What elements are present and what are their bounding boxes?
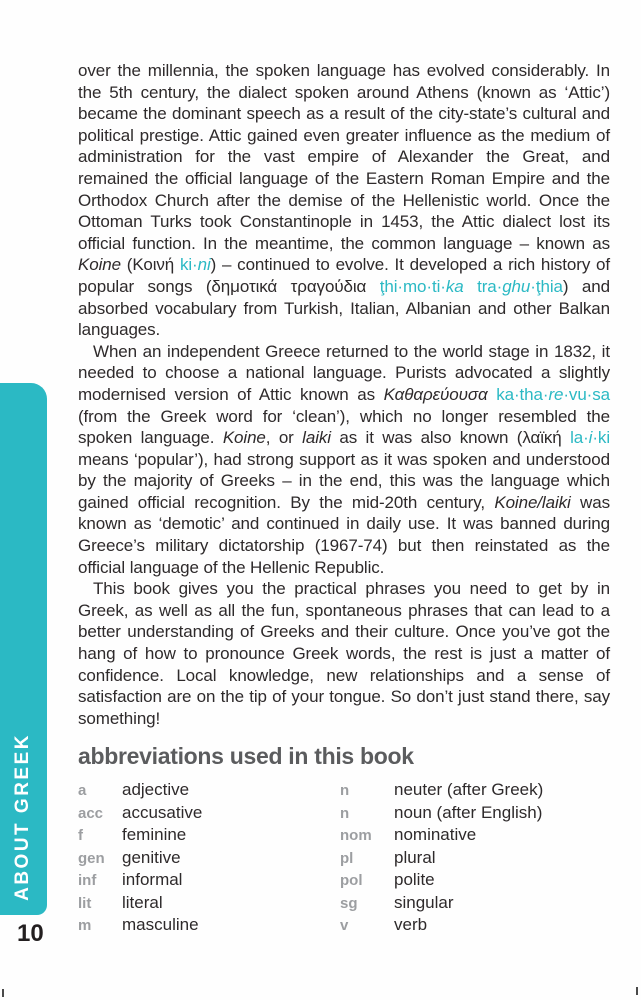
section-tab-about-greek — [0, 383, 47, 915]
abbreviation-key: n — [340, 804, 350, 822]
abbreviation-key: gen — [78, 849, 105, 867]
abbreviation-row — [340, 824, 610, 847]
page-content — [78, 60, 610, 937]
abbreviation-key: inf — [78, 872, 97, 890]
abbreviation-key: sg — [340, 894, 358, 912]
body-text: means ‘popular’), had strong support as it was spoken and understood by the majority of Greeks – in the end, this was the language which gained official recognition. By the mid-20th century, — [78, 449, 610, 512]
abbreviation-row — [340, 892, 610, 915]
abbreviations-table — [78, 779, 610, 937]
abbreviations-column-left — [78, 779, 340, 937]
body-text: as it was also known (λαϊκή — [330, 428, 571, 448]
abbreviation-term: verb — [394, 915, 428, 935]
scan-mark-left — [2, 989, 4, 997]
abbreviation-key: nom — [340, 827, 372, 845]
pronunciation-text: re — [548, 384, 564, 404]
abbreviation-term: singular — [394, 892, 454, 912]
italic-text: Koine — [222, 428, 266, 448]
abbreviation-row — [78, 779, 340, 802]
pronunciation-text: i — [588, 428, 593, 448]
abbreviation-row — [78, 802, 340, 825]
pronunciation-text: la· — [570, 428, 589, 448]
abbreviation-row — [78, 847, 340, 870]
body-text: ) – continued to evolve. It developed a rich history of popular songs (δημοτικά τραγούδια — [78, 255, 611, 296]
abbreviations-column-right — [340, 779, 610, 937]
pronunciation-text: tra· — [463, 276, 503, 296]
abbreviation-key: pol — [340, 872, 363, 890]
body-text: (from the Greek word for ‘clean’), which no longer resembled the spoken language. — [78, 406, 610, 448]
abbreviation-term: informal — [122, 870, 183, 890]
pronunciation-text: ghu — [502, 276, 531, 296]
body-text: When an independent Greece returned to the world stage in 1832, it needed to choose a national language. Purists advocated a slightly modernised version of Attic known as — [78, 341, 610, 404]
abbreviation-row — [78, 824, 340, 847]
article-text — [78, 60, 610, 729]
abbreviation-row — [340, 779, 610, 802]
italic-text: Koine/laiki — [494, 492, 571, 512]
body-text: over the millennia, the spoken language has evolved considerably. In the 5th century, the dialect spoken around Athens (known as ‘Attic’) became the dominant speech as a result of the city-state’s cultural and political prestige. Attic gained even greater influence as the medium of administration for the vast empire of Alexander the Great, and remained the official language of the Eastern Roman Empire and the Orthodox Church after the demise of the Hellenistic world. Once the Ottoman Turks took Constantinople in 1453, the Attic dialect lost its official function. In the meantime, the common language – known as — [78, 61, 610, 253]
italic-text: laiki — [302, 428, 331, 448]
paragraph — [78, 341, 610, 579]
abbreviation-row — [78, 869, 340, 892]
pronunciation-text: ·vu·sa — [563, 384, 610, 404]
paragraph — [78, 578, 610, 729]
body-text: , or — [265, 428, 303, 448]
pronunciation-text: ka — [445, 276, 464, 296]
abbreviation-key: m — [78, 917, 92, 935]
body-text: ) and absorbed vocabulary from Turkish, Italian, Albanian and other Balkan languages. — [78, 276, 610, 340]
italic-text: Καθαρεύουσα — [383, 384, 488, 404]
pronunciation-text: ·ki — [592, 428, 610, 448]
body-text — [488, 385, 497, 404]
pronunciation-text: ka·tha· — [496, 384, 549, 404]
abbreviation-row — [340, 914, 610, 937]
abbreviation-term: neuter (after Greek) — [394, 780, 544, 800]
body-text: was known as ‘demotic’ and continued in daily use. It was banned during Greece’s military dictatorship (1967-74) but then reinstated as the official language of the Hellenic Republic. — [78, 492, 610, 577]
abbreviation-term: masculine — [122, 915, 199, 935]
pronunciation-text: ţhi·mo·ti· — [379, 276, 446, 296]
abbreviation-key: n — [340, 782, 350, 800]
abbreviation-key: lit — [78, 894, 92, 912]
page-number: 10 — [17, 920, 44, 947]
abbreviation-term: genitive — [122, 847, 181, 867]
scan-mark-right — [636, 987, 638, 995]
abbreviation-term: feminine — [122, 825, 187, 845]
abbreviations-heading: abbreviations used in this book — [78, 743, 414, 770]
abbreviation-term: polite — [394, 870, 435, 890]
abbreviation-row — [340, 802, 610, 825]
abbreviation-row — [78, 892, 340, 915]
abbreviation-term: adjective — [122, 780, 190, 800]
pronunciation-text: ·ţhia — [530, 276, 563, 296]
abbreviation-key: f — [78, 827, 83, 845]
abbreviation-term: literal — [122, 892, 163, 912]
abbreviation-term: nominative — [394, 825, 477, 845]
abbreviation-row — [340, 869, 610, 892]
abbreviation-key: acc — [78, 804, 104, 822]
abbreviation-key: a — [78, 782, 87, 800]
pronunciation-text: ki· — [179, 255, 198, 275]
italic-text: Koine — [78, 255, 121, 275]
abbreviation-key: v — [340, 917, 349, 935]
abbreviation-row — [78, 914, 340, 937]
abbreviation-term: accusative — [122, 802, 203, 822]
abbreviation-row — [340, 847, 610, 870]
abbreviation-term: noun (after English) — [394, 802, 543, 822]
paragraph — [78, 60, 610, 341]
body-text: (Κοινή — [120, 255, 180, 275]
pronunciation-text: ni — [197, 255, 211, 275]
section-tab-label: ABOUT GREEK — [12, 733, 33, 901]
abbreviation-key: pl — [340, 849, 354, 867]
body-text: This book gives you the practical phrases you need to get by in Greek, as well as all the fun, spontaneous phrases that can lead to a better understanding of Greeks and their culture. Once you’ve got the hang of how to pronounce Greek words, the rest is just a matter of confidence. Local knowledge, new relationships and a sense of satisfaction are on the tip of your tongue. So don’t just stand there, say something! — [78, 579, 610, 728]
abbreviation-term: plural — [394, 847, 436, 867]
